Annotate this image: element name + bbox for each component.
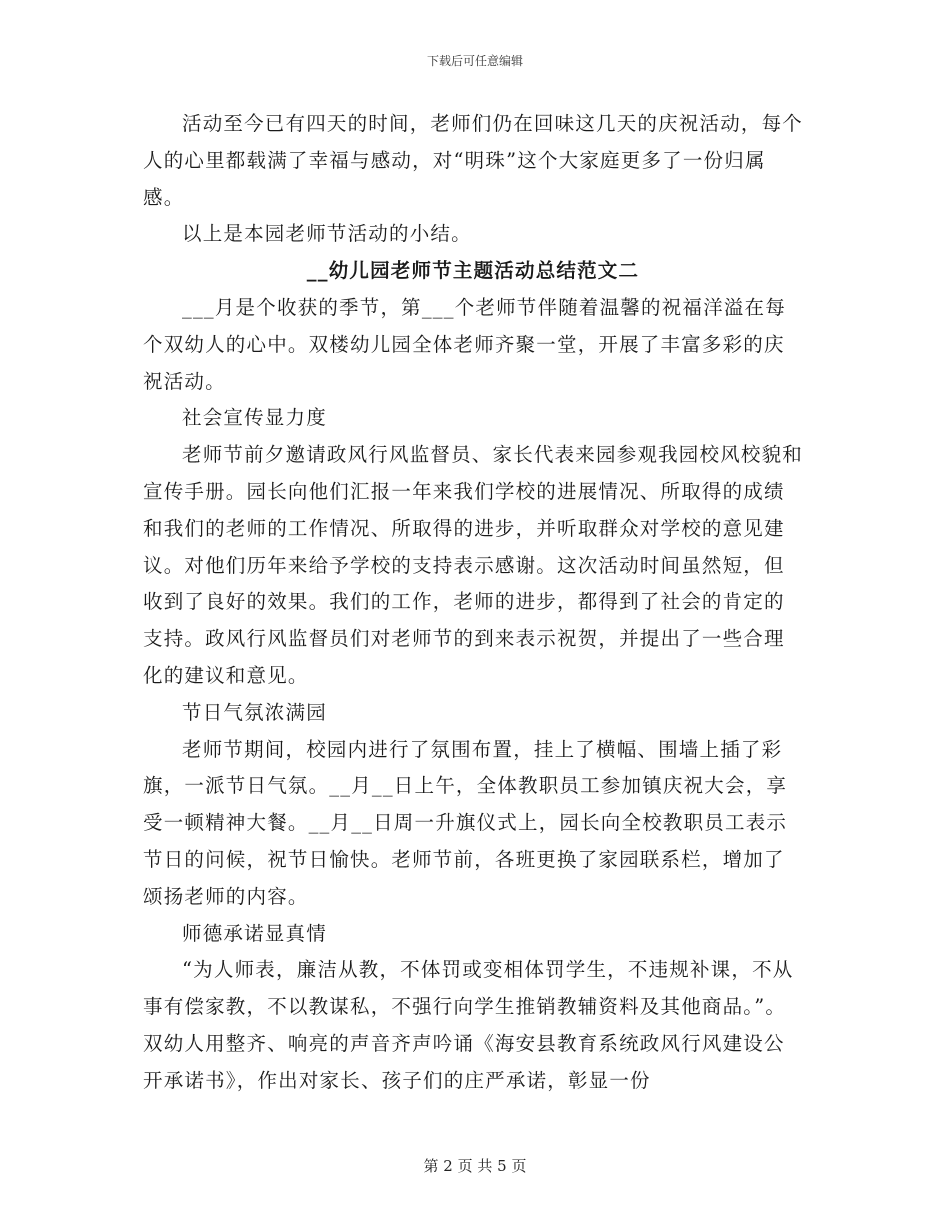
page-header: 下载后可任意编辑 [426, 54, 523, 68]
subheading-social-publicity: 社会宣传显力度 [182, 406, 327, 430]
paragraph-festival-atmosphere: 老师节期间，校园内进行了氛围布置，挂上了横幅、围墙上插了彩旗，一派节日气氛。__月__日上午，全体教职员工参加镇庆祝大会，享受一顿精神大餐。__月__日周一升旗仪式上，园长向全校教职员工表示节日的问候，祝节日愉快。老师节前，各班更换了家园联系栏，增加了颂扬老师的内容。 [143, 737, 788, 908]
paragraph-closing-feelings: 活动至今已有四天的时间，老师们仍在回味这几天的庆祝活动，每个人的心里都载满了幸福与感动，对“明珠”这个大家庭更多了一份归属感。 [143, 112, 804, 209]
page-footer: 第 2 页 共 5 页 [423, 1157, 527, 1175]
section-title: __幼儿园老师节主题活动总结范文二 [306, 259, 640, 283]
subheading-festival-atmosphere: 节日气氛浓满园 [182, 700, 327, 724]
paragraph-ethics-pledge: “为人师表，廉洁从教，不体罚或变相体罚学生，不违规补课，不从事有偿家教，不以教谋私，不强行向学生推销教辅资料及其他商品。”。双幼人用整齐、响亮的声音齐声吟诵《海安县教育系统政风行风建设公开承诺书》，作出对家长、孩子们的庄严承诺，彰显一份 [143, 958, 794, 1092]
document-body [143, 106, 803, 1100]
subheading-ethics-pledge: 师德承诺显真情 [182, 921, 327, 945]
paragraph-intro: ___月是个收获的季节，第___个老师节伴随着温馨的祝福洋溢在每个双幼人的心中。双楼幼儿园全体老师齐聚一堂，开展了丰富多彩的庆祝活动。 [143, 295, 786, 393]
paragraph-summary-end: 以上是本园老师节活动的小结。 [182, 222, 472, 246]
paragraph-social-publicity: 老师节前夕邀请政风行风监督员、家长代表来园参观我园校风校貌和宣传手册。园长向他们汇报一年来我们学校的进展情况、所取得的成绩和我们的老师的工作情况、所取得的进步，并听取群众对学校的意见建议。对他们历年来给予学校的支持表示感谢。这次活动时间虽然短，但收到了良好的效果。我们的工作，老师的进步，都得到了社会的肯定的支持。政风行风监督员们对老师节的到来表示祝贺，并提出了一些合理化的建议和意见。 [143, 443, 804, 687]
